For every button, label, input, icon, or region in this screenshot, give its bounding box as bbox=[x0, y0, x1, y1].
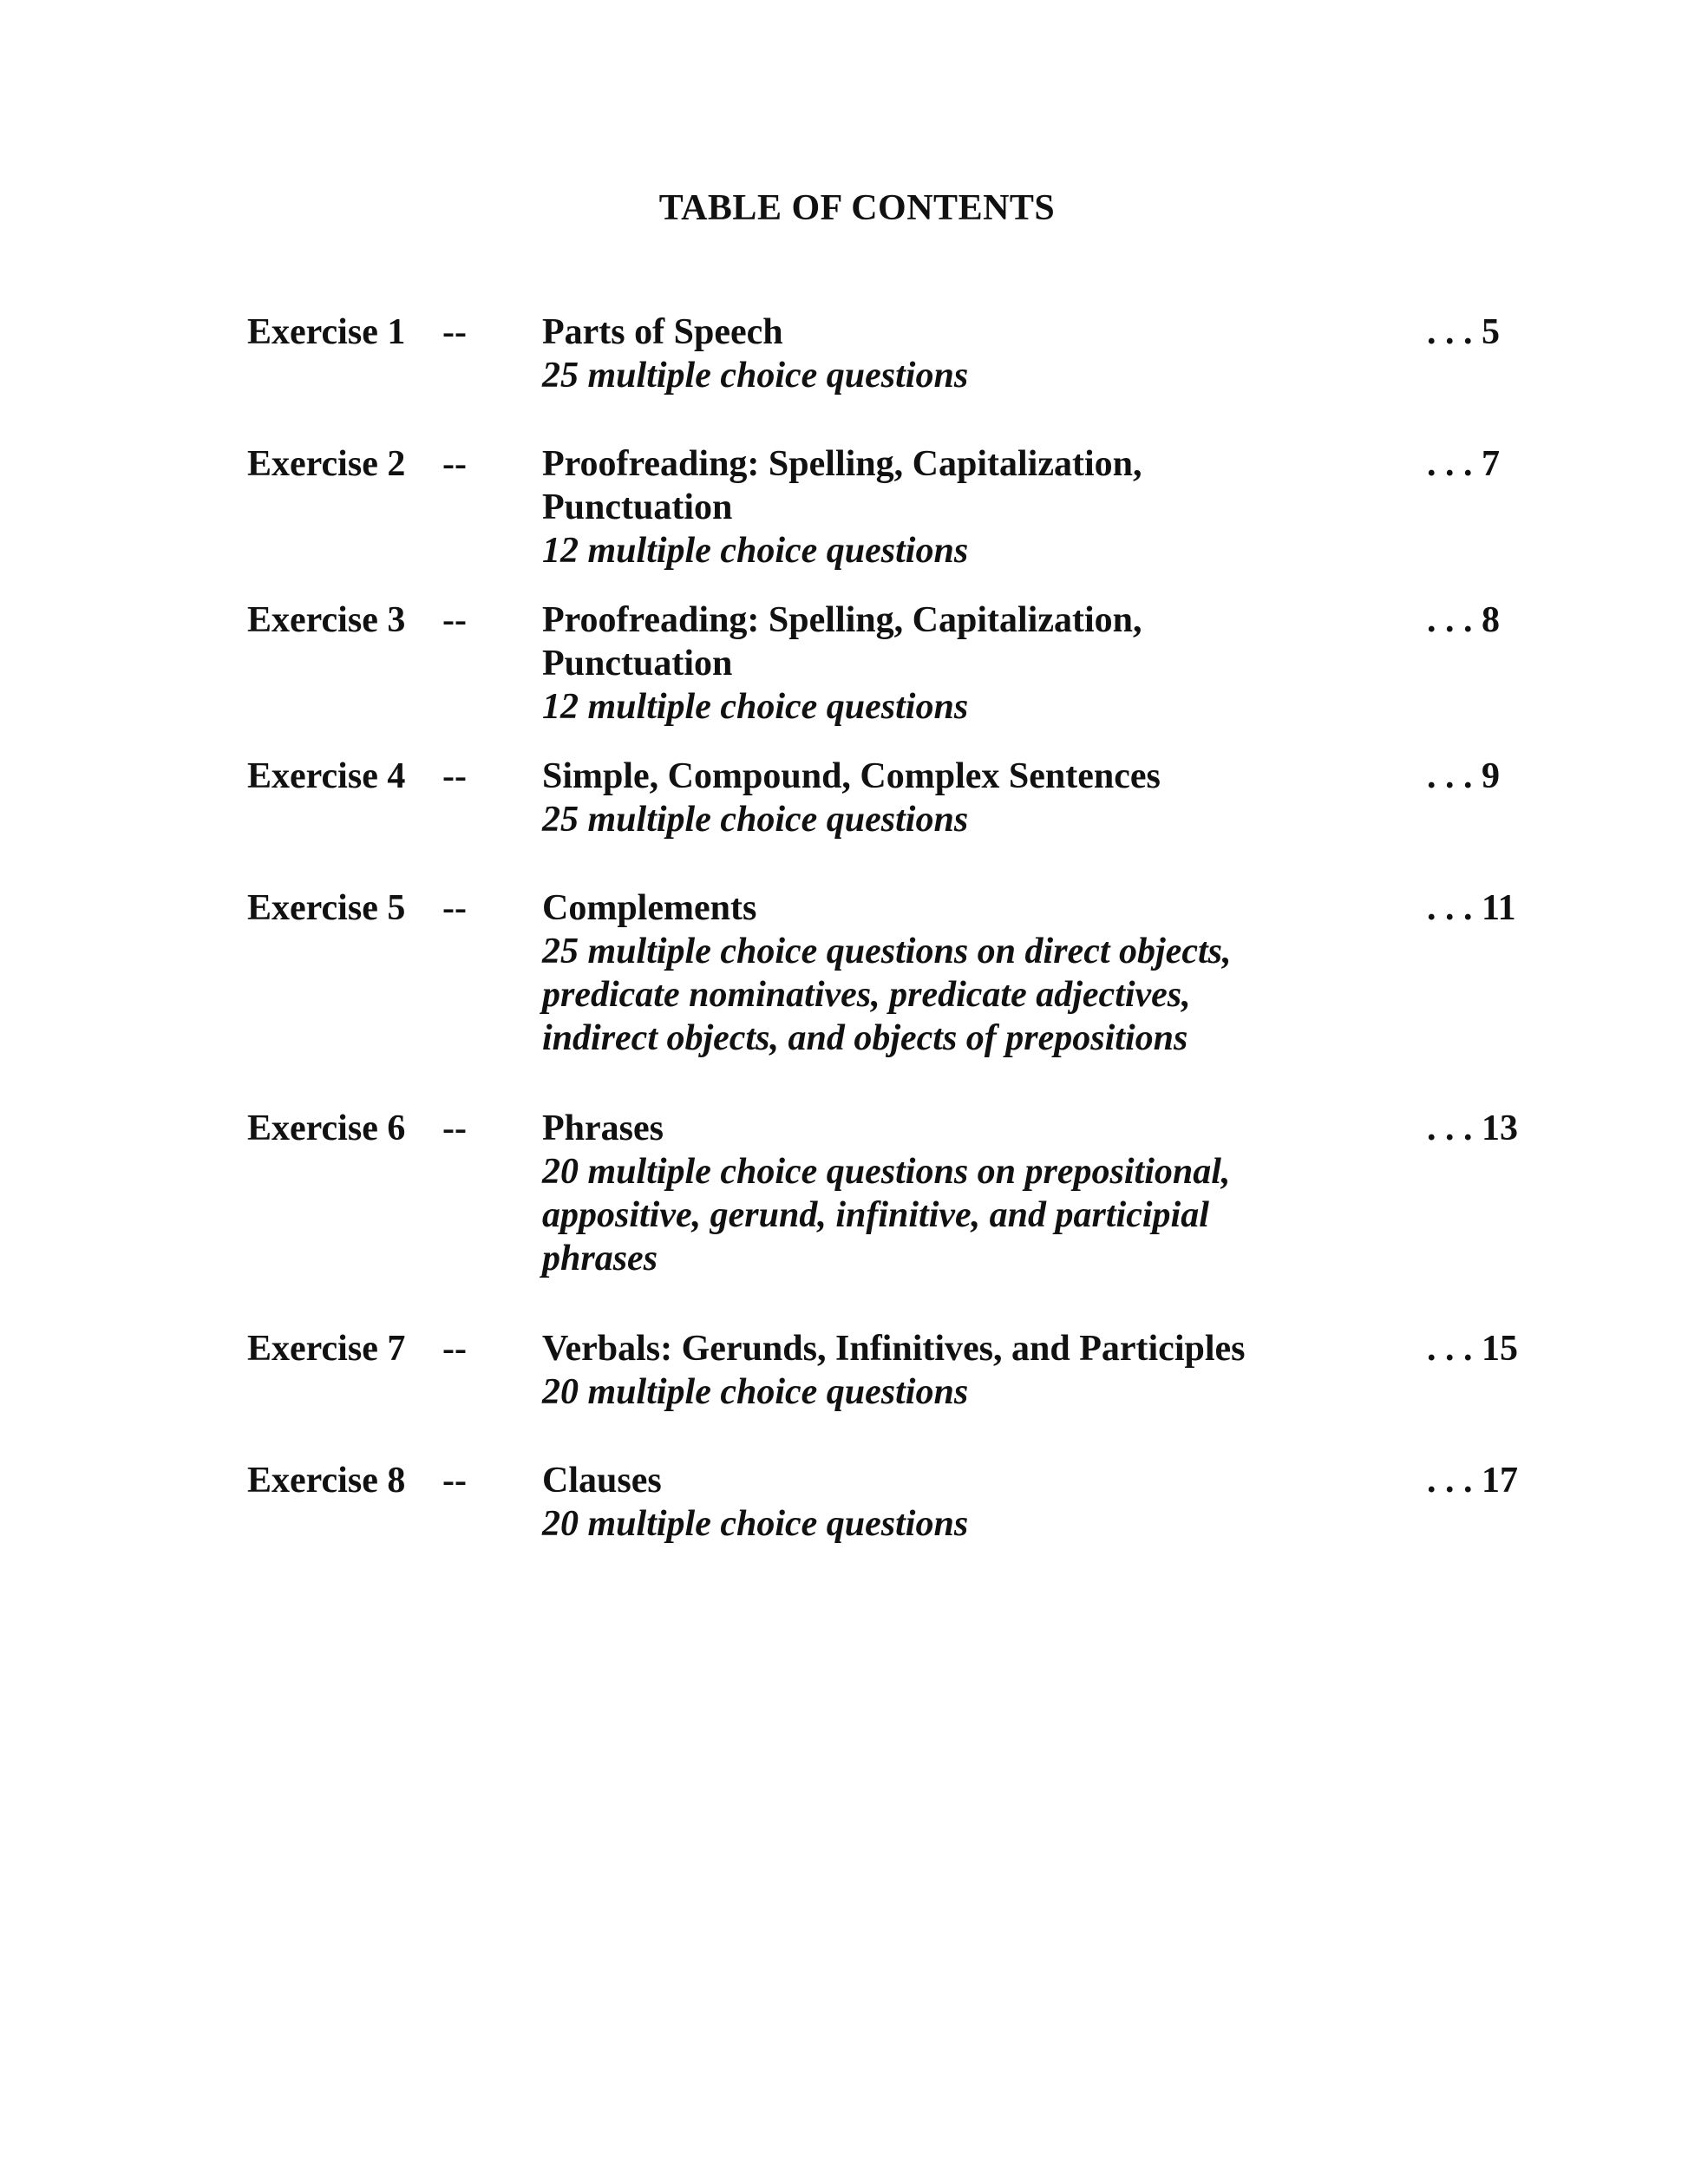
entry-description-continued: appositive, gerund, infinitive, and participial bbox=[542, 1195, 1209, 1235]
entry-dash: -- bbox=[442, 1461, 467, 1501]
entry-description: 12 multiple choice questions bbox=[542, 687, 969, 727]
entry-description-continued: predicate nominatives, predicate adjectives, bbox=[542, 975, 1191, 1015]
entry-body bbox=[542, 1107, 1323, 1280]
entry-description: 20 multiple choice questions on prepositional, bbox=[542, 1152, 1231, 1192]
entry-body bbox=[542, 755, 1323, 841]
entry-title: Parts of Speech bbox=[542, 312, 783, 352]
entry-dash: -- bbox=[442, 1108, 467, 1148]
exercise-label: Exercise 5 bbox=[247, 888, 406, 928]
entry-description: 12 multiple choice questions bbox=[542, 531, 969, 571]
entry-description: 20 multiple choice questions bbox=[542, 1372, 969, 1412]
page-reference: . . . 7 bbox=[1427, 444, 1500, 484]
entry-title: Proofreading: Spelling, Capitalization, bbox=[542, 444, 1142, 484]
entry-title: Verbals: Gerunds, Infinitives, and Participles bbox=[542, 1329, 1246, 1369]
page-reference: . . . 15 bbox=[1427, 1329, 1518, 1369]
entry-title-continued: Punctuation bbox=[542, 644, 733, 683]
exercise-label: Exercise 3 bbox=[247, 600, 406, 640]
page-reference: . . . 17 bbox=[1427, 1461, 1518, 1501]
entry-dash: -- bbox=[442, 756, 467, 796]
exercise-label: Exercise 6 bbox=[247, 1108, 406, 1148]
entry-description: 20 multiple choice questions bbox=[542, 1504, 969, 1544]
entry-body bbox=[542, 598, 1323, 729]
page-title: TABLE OF CONTENTS bbox=[658, 188, 1056, 228]
page-reference: . . . 5 bbox=[1427, 312, 1500, 352]
entry-dash: -- bbox=[442, 1329, 467, 1369]
entry-dash: -- bbox=[442, 312, 467, 352]
entry-description: 25 multiple choice questions on direct objects, bbox=[542, 932, 1232, 971]
entry-body bbox=[542, 886, 1323, 1060]
entry-description-continued: indirect objects, and objects of prepositions bbox=[542, 1018, 1188, 1058]
page-reference: . . . 8 bbox=[1427, 600, 1500, 640]
entry-body bbox=[542, 1459, 1323, 1546]
entry-title: Simple, Compound, Complex Sentences bbox=[542, 756, 1161, 796]
entry-title: Complements bbox=[542, 888, 757, 928]
exercise-label: Exercise 8 bbox=[247, 1461, 406, 1501]
entry-body bbox=[542, 1327, 1323, 1414]
entry-description-continued: phrases bbox=[542, 1239, 658, 1278]
entry-body bbox=[542, 442, 1323, 572]
entry-dash: -- bbox=[442, 888, 467, 928]
entry-title: Clauses bbox=[542, 1461, 662, 1501]
entry-body bbox=[542, 311, 1323, 397]
exercise-label: Exercise 1 bbox=[247, 312, 406, 352]
entry-title: Phrases bbox=[542, 1108, 664, 1148]
page-reference: . . . 13 bbox=[1427, 1108, 1518, 1148]
page-reference: . . . 11 bbox=[1427, 888, 1516, 928]
entry-dash: -- bbox=[442, 600, 467, 640]
page-reference: . . . 9 bbox=[1427, 756, 1500, 796]
entry-title-continued: Punctuation bbox=[542, 487, 733, 527]
entry-dash: -- bbox=[442, 444, 467, 484]
exercise-label: Exercise 7 bbox=[247, 1329, 406, 1369]
entry-description: 25 multiple choice questions bbox=[542, 800, 969, 840]
exercise-label: Exercise 4 bbox=[247, 756, 406, 796]
entry-title: Proofreading: Spelling, Capitalization, bbox=[542, 600, 1142, 640]
exercise-label: Exercise 2 bbox=[247, 444, 406, 484]
entry-description: 25 multiple choice questions bbox=[542, 356, 969, 396]
